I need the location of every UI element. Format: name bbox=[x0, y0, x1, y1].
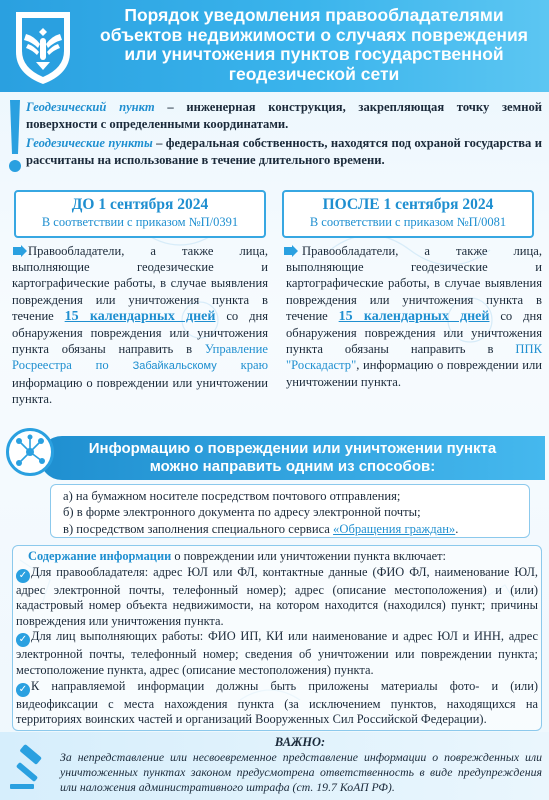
network-nodes-icon bbox=[6, 428, 54, 476]
before-header bbox=[14, 190, 266, 238]
definitions bbox=[26, 99, 542, 169]
before-days: 15 календарных дней bbox=[64, 308, 216, 324]
content-item-1 bbox=[16, 565, 538, 630]
ways-list bbox=[50, 484, 530, 538]
way-c-prefix: в) посредством заполнения специального сервиса bbox=[63, 521, 334, 536]
before-text-b: со дня обнаружения повреждения или уничтожения пункта обязаны направить в bbox=[12, 308, 269, 357]
info-banner bbox=[40, 436, 545, 480]
content-item-2 bbox=[16, 629, 538, 678]
term-geodetic-point: Геодезический пункт bbox=[26, 100, 155, 114]
before-org-1: Управление Росреестра по bbox=[12, 342, 268, 373]
before-text-c: информацию о повреждении или уничтожении пункта. bbox=[12, 375, 268, 406]
after-text bbox=[286, 243, 542, 390]
footer-text: За непредставление или несвоевременное представление информации о поврежденных или уничтоженных пунктах законом предусмотрена ответственность в виде предупреждения или наложения административного штрафа (ст. 19.7 КоАП РФ). bbox=[60, 750, 542, 794]
after-text-b: со дня обнаружения повреждения или уничтожения пункта обязаны направить в bbox=[286, 308, 543, 357]
important-label: ВАЖНО: bbox=[274, 735, 326, 749]
definition-text-1: – инженерная конструкция, закрепляющая точку земной поверхности с определенными координатами. bbox=[26, 100, 542, 131]
rosreestr-eagle-emblem bbox=[8, 6, 78, 86]
page-title: Порядок уведомления правообладателями объектов недвижимости о случаях повреждения или уничтожения пунктов государственной геодезической сети bbox=[100, 5, 528, 84]
info-banner-line2: можно направить одним из способов: bbox=[149, 458, 436, 475]
after-days: 15 календарных дней bbox=[338, 308, 490, 324]
way-a: а) на бумажном носителе посредством почтового отправления; bbox=[63, 489, 401, 503]
definition-geodetic-point bbox=[26, 99, 542, 133]
after-text-a: Правообладатели, а также лица, выполняющие геодезические и картографические работы, в случае выявления повреждения или уничтожения пункта в течение bbox=[286, 244, 542, 323]
content-item-3-text: К направляемой информации должны быть приложены материалы фото- и (или) видеофиксации с места нахождения пункта (за исключением пунктов, находящихся на территориях воинских частей и организаций Вооруженных Сил Российской Федерации). bbox=[16, 678, 538, 727]
after-org: ППК "Роскадастр" bbox=[286, 342, 542, 373]
before-org-2: Забайкальскому bbox=[132, 360, 217, 373]
before-text-a: Правообладатели, а также лица, выполняющие геодезические и картографические работы, в случае выявления повреждения или уничтожения пункта в течение bbox=[12, 244, 268, 323]
before-text bbox=[12, 243, 268, 407]
content-item-1-text: Для правообладателя: адрес ЮЛ или ФЛ, контактные данные (ФИО ФЛ, наименование ЮЛ, адрес электронной почты, телефонный номер); адрес (описание местоположения) и (или) кадастровый номер объекта недвижимости, на котором находится (находился) пункт; причины повреждения или уничтожения пункта. bbox=[16, 564, 538, 628]
content-info bbox=[16, 549, 538, 728]
before-order: В соответствии с приказом №П/0391 bbox=[41, 215, 239, 229]
definition-text-2: – федеральная собственность, находятся под охраной государства и рассчитаны на использование в течение длительного времени. bbox=[26, 136, 542, 167]
check-circle-icon: ✓ bbox=[16, 633, 30, 647]
definition-geodetic-points bbox=[26, 135, 542, 169]
content-item-3 bbox=[16, 679, 538, 728]
content-heading-rest: о повреждении или уничтожении пункта включает: bbox=[171, 549, 446, 563]
way-c-suffix: . bbox=[455, 521, 459, 536]
term-geodetic-points: Геодезические пункты bbox=[26, 136, 153, 150]
content-heading-highlight: Содержание информации bbox=[28, 549, 172, 563]
way-b: б) в форме электронного документа по адресу электронной почты; bbox=[63, 505, 421, 520]
after-text-c: , информацию о повреждении или уничтожении пункта. bbox=[286, 358, 542, 389]
after-order: В соответствии с приказом №П/0081 bbox=[309, 215, 507, 229]
after-date: ПОСЛЕ 1 сентября 2024 bbox=[322, 196, 494, 213]
content-heading bbox=[16, 549, 538, 565]
before-org-3: краю bbox=[216, 358, 268, 373]
info-banner-line1: Информацию о повреждении или уничтожении пункта bbox=[88, 440, 497, 457]
check-circle-icon: ✓ bbox=[16, 683, 30, 697]
exclamation-icon bbox=[4, 96, 26, 178]
gavel-icon bbox=[6, 744, 54, 792]
after-header bbox=[282, 190, 534, 238]
before-date: ДО 1 сентября 2024 bbox=[71, 196, 209, 213]
citizen-requests-link[interactable]: «Обращения граждан» bbox=[333, 521, 456, 536]
content-item-2-text: Для лиц выполняющих работы: ФИО ИП, КИ или наименование и адрес ЮЛ и ИНН, адрес электронной почты, телефонный номер; сведения об уничтожении или повреждении пункта; местоположение пункта, адрес (описание местоположения) пункта. bbox=[16, 629, 538, 677]
check-circle-icon: ✓ bbox=[16, 569, 30, 583]
way-c bbox=[63, 521, 519, 537]
